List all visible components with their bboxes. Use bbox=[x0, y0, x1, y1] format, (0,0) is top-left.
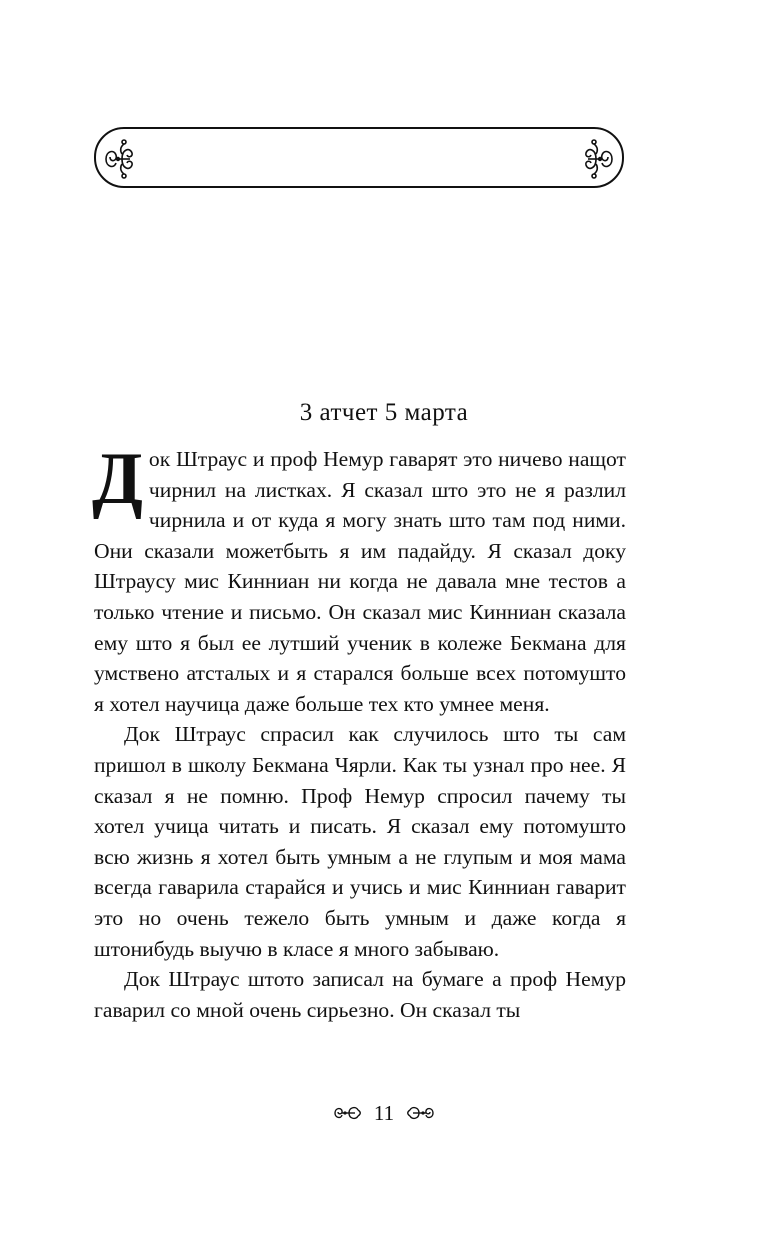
paragraph: Док Штраус спрасил как случилось што ты сам пришол в школу Бекмана Чярли. Как ты узнал про нее. Я сказал я не помню. Проф Немур спросил пачему ты хотел учица читать и писать. Я сказал ему потомушто всю жизнь я хотел быть умным а не глупым и моя мама всегда гаварила старайся и учись и мис Кинниан гаварит это но очень тежело быть умным и даже когда я штонибудь выучю в класе я много забываю. bbox=[94, 722, 626, 961]
fleuron-icon bbox=[100, 137, 136, 181]
paragraph-text: ок Штраус и проф Немур гаварят это ничево нащот чирнил на листках. Я сказал што это не я разлил чирнила и от куда я могу знать што там под ними. Они сказали можетбыть я им падайду. Я сказал доку Штраусу мис Кинниан ни когда не давала мне тестов а только чтение и письмо. Он сказал мис Кинниан сказала ему што я был ее лутший ученик в колеже Бекмана для умствено атсталых и я старался больше всех потомушто я хотел научица даже больше тех кто умнее меня. bbox=[94, 447, 626, 716]
paragraph bbox=[92, 438, 626, 719]
chapter-header-frame bbox=[94, 127, 624, 188]
drop-cap: Д bbox=[92, 438, 143, 520]
chapter-title: 3 атчет 5 марта bbox=[299, 399, 469, 426]
paragraph: Док Штраус штото записал на бумаге а проф Немур гаварил со мной очень сирьезно. Он сказал ты bbox=[94, 967, 626, 1022]
page-number: 11 bbox=[373, 1101, 395, 1126]
fleuron-icon bbox=[405, 1104, 435, 1122]
body-text bbox=[92, 438, 626, 1025]
page-footer bbox=[0, 1097, 768, 1127]
fleuron-icon bbox=[582, 137, 618, 181]
fleuron-icon bbox=[333, 1104, 363, 1122]
